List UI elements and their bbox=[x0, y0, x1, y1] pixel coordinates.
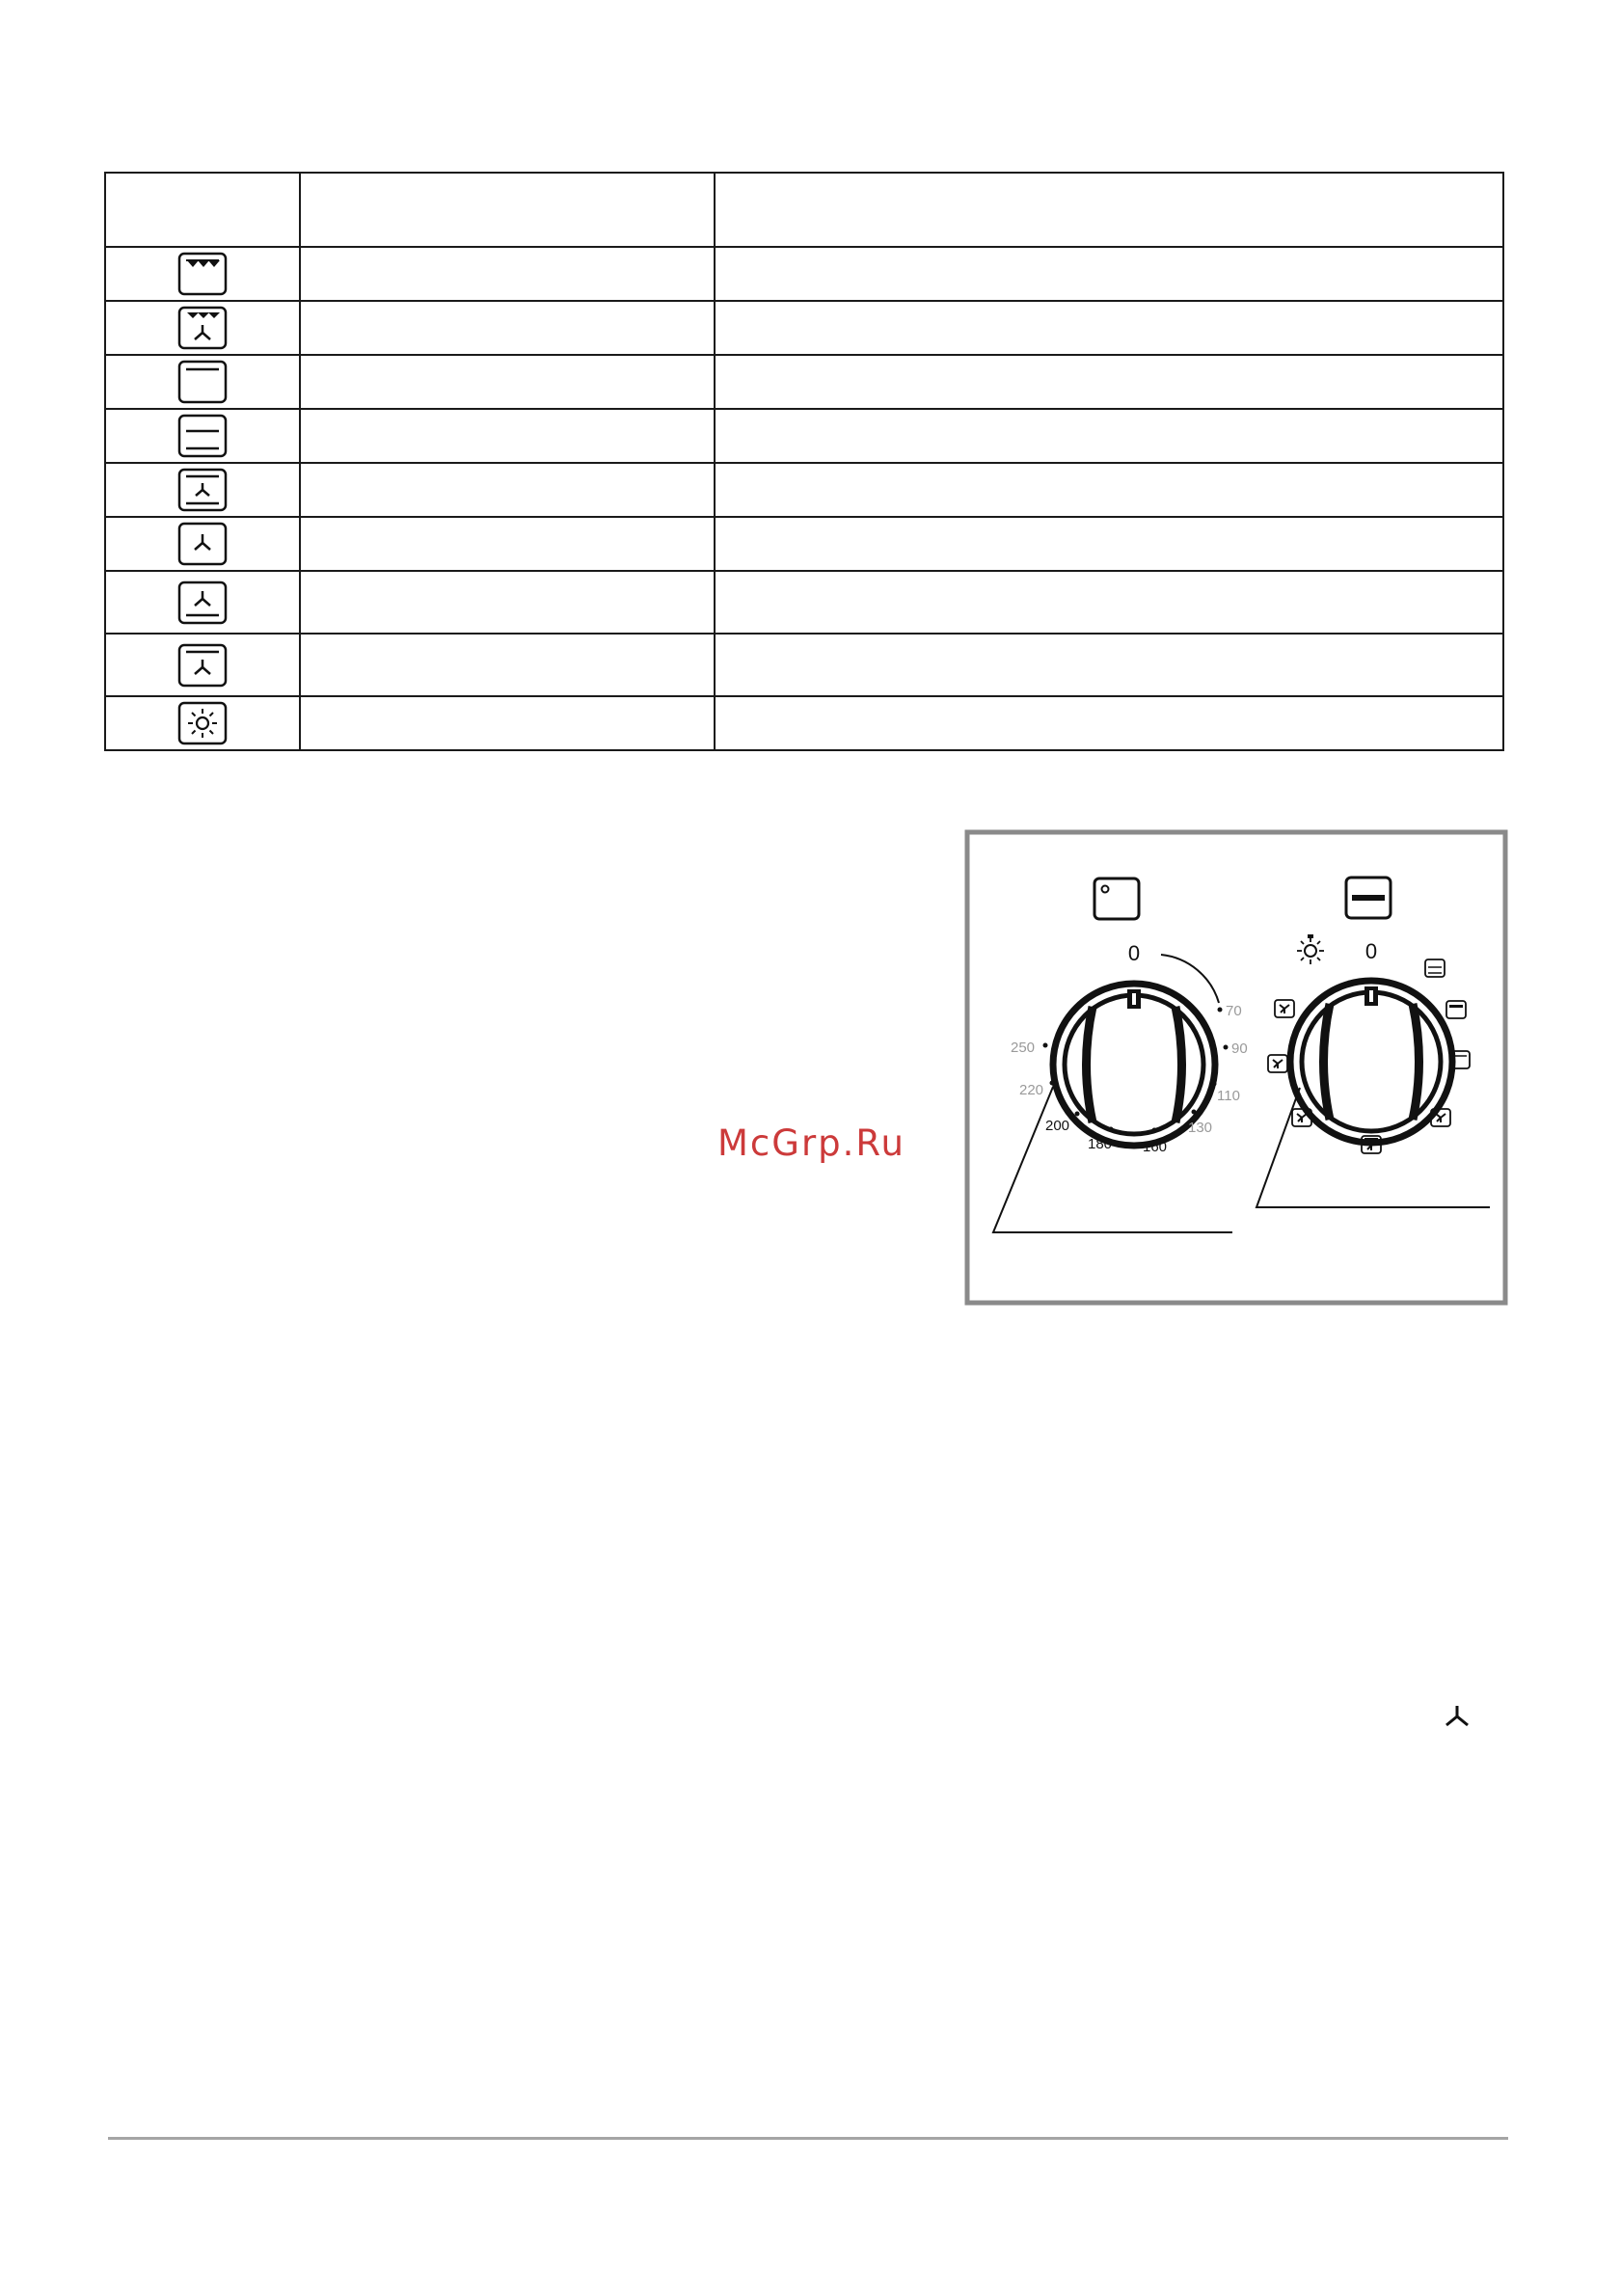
temp-label-130: 130 bbox=[1188, 1120, 1213, 1136]
temp-label-220: 220 bbox=[1019, 1082, 1044, 1098]
temp-label-90: 90 bbox=[1231, 1040, 1248, 1057]
footer-divider bbox=[108, 2137, 1508, 2140]
fan-top-heat-icon bbox=[177, 643, 228, 688]
watermark-text: McGrp.Ru bbox=[717, 1122, 905, 1164]
table-header-row bbox=[105, 173, 1503, 247]
table-row bbox=[105, 247, 1503, 301]
temperature-zero-label: 0 bbox=[1127, 941, 1141, 965]
table-row bbox=[105, 301, 1503, 355]
temp-label-70: 70 bbox=[1226, 1003, 1242, 1019]
fan-top-bottom-heat-icon bbox=[177, 468, 228, 512]
temp-label-110: 110 bbox=[1217, 1088, 1240, 1104]
bottom-heat-icon bbox=[177, 414, 228, 458]
top-bottom-heat-icon bbox=[177, 360, 228, 404]
top-heat-grill-icon bbox=[177, 252, 228, 296]
fan-icon bbox=[177, 522, 228, 566]
temp-label-200: 200 bbox=[1045, 1118, 1070, 1134]
lamp-icon bbox=[177, 701, 228, 745]
temp-label-250: 250 bbox=[1011, 1040, 1036, 1056]
table-row bbox=[105, 517, 1503, 571]
header-cell-use bbox=[715, 173, 1503, 247]
table-row bbox=[105, 634, 1503, 696]
header-cell-function bbox=[300, 173, 715, 247]
function-table bbox=[104, 172, 1504, 751]
fan-bottom-heat-icon bbox=[177, 581, 228, 625]
control-panel-figure bbox=[964, 829, 1508, 1306]
function-knob[interactable] bbox=[1290, 981, 1452, 1143]
table-row bbox=[105, 571, 1503, 634]
table-row bbox=[105, 696, 1503, 750]
function-zero-label: 0 bbox=[1364, 939, 1378, 963]
table-row bbox=[105, 355, 1503, 409]
table-row bbox=[105, 409, 1503, 463]
header-cell-symbol bbox=[105, 173, 300, 247]
table-row bbox=[105, 463, 1503, 517]
temp-label-160: 160 bbox=[1143, 1139, 1168, 1155]
fan-grill-icon bbox=[177, 306, 228, 350]
fan-icon bbox=[1441, 1703, 1473, 1732]
temp-label-180: 180 bbox=[1088, 1136, 1113, 1152]
